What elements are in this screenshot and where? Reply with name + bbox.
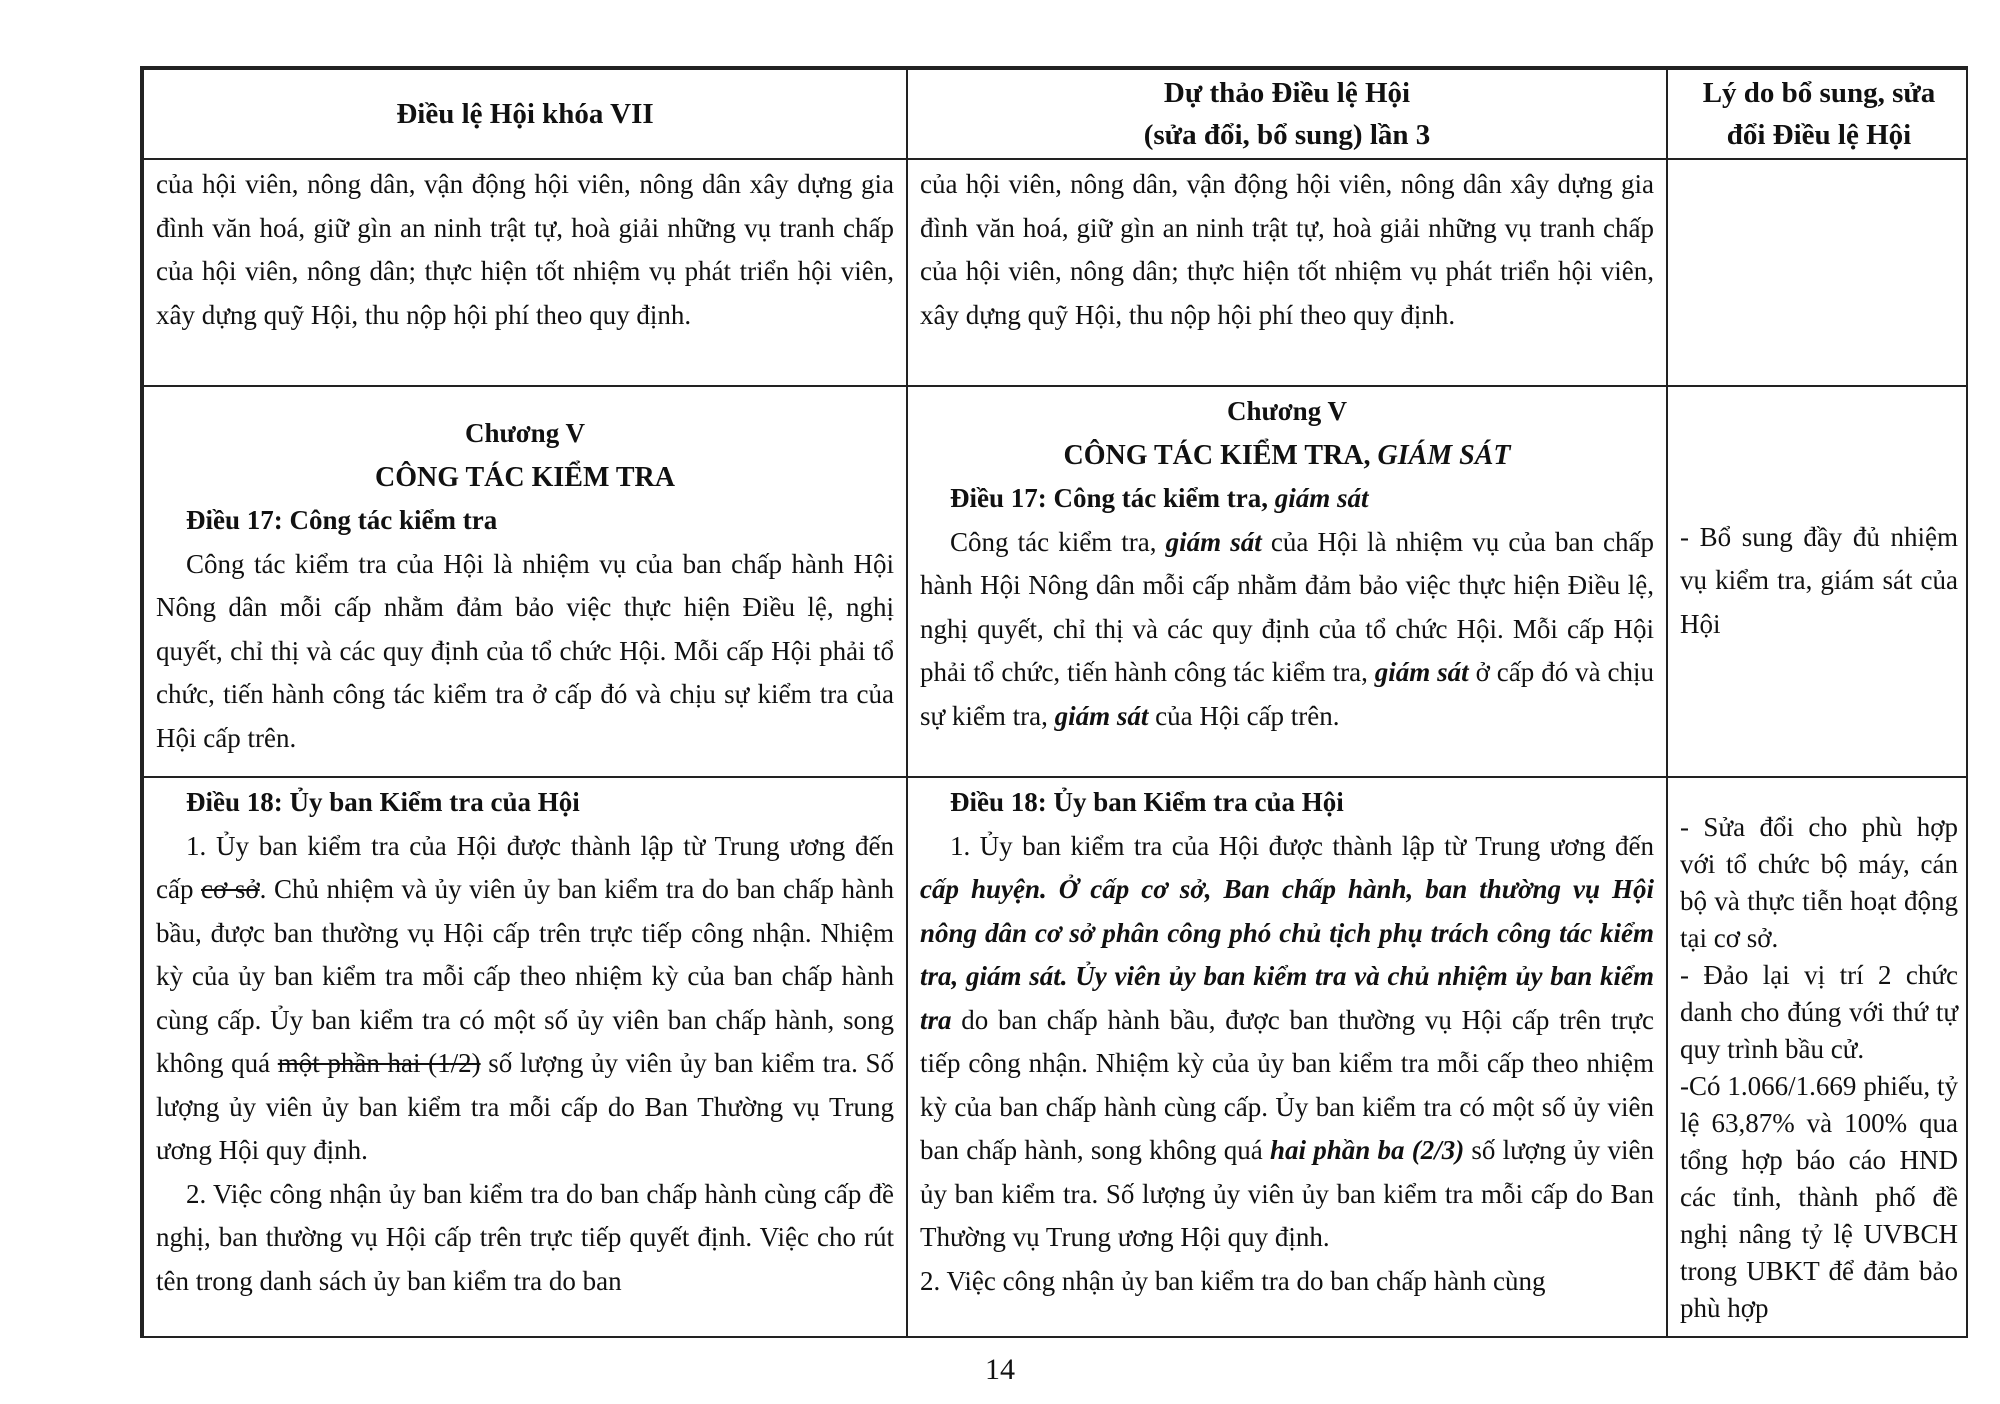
cell-old-text (143, 777, 907, 1338)
reason-text: - Sửa đổi cho phù hợp với tổ chức bộ máy, cán bộ và thực tiễn hoạt động tại cơ sở. (1680, 812, 1958, 953)
cell-reason (1667, 386, 1968, 777)
deleted-text: một phần hai (1/2) (277, 1048, 481, 1078)
table-row (143, 386, 1968, 777)
header-reason: Lý do bổ sung, sửa đổi Điều lệ Hội (1667, 69, 1968, 159)
table-row (143, 777, 1968, 1338)
article-body: Công tác kiểm tra, giám sát của Hội là nhiệm vụ của ban chấp hành Hội Nông dân mỗi cấp nhằm đảm bảo việc thực hiện Điều lệ, nghị quyết, chỉ thị và các quy định của tổ chức Hội. Mỗi cấp Hội phải tổ chức, tiến hành công tác kiểm tra, giám sát ở cấp đó và chịu sự kiểm tra, giám sát của Hội cấp trên. (920, 526, 1654, 731)
amended-text: hai phần ba (2/3) (1270, 1135, 1465, 1165)
article-heading: Điều 17: Công tác kiểm tra, giám sát (950, 483, 1369, 513)
cell-old-text (143, 386, 907, 777)
chapter-title: CÔNG TÁC KIỂM TRA (374, 461, 675, 493)
article-clause-2: 2. Việc công nhận ủy ban kiểm tra do ban chấp hành cùng (920, 1265, 1546, 1296)
reason-text: - Đảo lại vị trí 2 chức danh cho đúng với thứ tự quy trình bầu cử. (1680, 960, 1958, 1064)
chapter-label: Chương V (465, 418, 585, 448)
article-clause-2: 2. Việc công nhận ủy ban kiểm tra do ban chấp hành cùng cấp đề nghị, ban thường vụ Hội cấp trên trực tiếp quyết định. Việc cho rút tên trong danh sách ủy ban kiểm tra do ban (156, 1178, 894, 1296)
article-heading: Điều 17: Công tác kiểm tra (186, 505, 498, 535)
page-number: 14 (985, 1353, 1015, 1386)
cell-new-text: của hội viên, nông dân, vận động hội viên, nông dân xây dựng gia đình văn hoá, giữ gìn an ninh trật tự, hoà giải những vụ tranh chấp của hội viên, nông dân; thực hiện tốt nhiệm vụ phát triển hội viên, xây dựng quỹ Hội, thu nộp hội phí theo quy định. (907, 159, 1667, 386)
comparison-table-frame (140, 66, 1968, 1338)
header-draft-charter: Dự thảo Điều lệ Hội (sửa đổi, bổ sung) lần 3 (907, 69, 1667, 159)
reason-text: - Bổ sung đầy đủ nhiệm vụ kiểm tra, giám sát của Hội (1680, 521, 1958, 639)
article-heading: Điều 18: Ủy ban Kiểm tra của Hội (186, 787, 580, 817)
table-row (143, 159, 1968, 386)
header-current-charter: Điều lệ Hội khóa VII (143, 69, 907, 159)
reason-text: -Có 1.066/1.669 phiếu, tỷ lệ 63,87% và 100% qua tổng hợp báo cáo HND các tỉnh, thành phố đề nghị nâng tỷ lệ UVBCH trong UBKT để đảm bảo phù hợp (1680, 1071, 1958, 1323)
cell-new-text (907, 777, 1667, 1338)
cell-new-text (907, 386, 1667, 777)
cell-reason (1667, 777, 1968, 1338)
cell-old-text: của hội viên, nông dân, vận động hội viên, nông dân xây dựng gia đình văn hoá, giữ gìn an ninh trật tự, hoà giải những vụ tranh chấp của hội viên, nông dân; thực hiện tốt nhiệm vụ phát triển hội viên, xây dựng quỹ Hội, thu nộp hội phí theo quy định. (143, 159, 907, 386)
amended-text: cấp huyện. Ở cấp cơ sở, Ban chấp hành, ban thường vụ Hội nông dân cơ sở phân công phó chủ tịch phụ trách công tác kiểm tra, giám sát. Ủy viên ủy ban kiểm tra và chủ nhiệm ủy ban kiểm tra (920, 874, 1654, 1035)
deleted-text: cơ sở (201, 874, 260, 904)
comparison-table (142, 68, 1968, 1338)
article-clause-1: 1. Ủy ban kiểm tra của Hội được thành lập từ Trung ương đến cấp cơ sở. Chủ nhiệm và ủy viên ủy ban kiểm tra do ban chấp hành bầu, được ban thường vụ Hội cấp trên trực tiếp công nhận. Nhiệm kỳ của ủy ban kiểm tra mỗi cấp theo nhiệm kỳ của ban chấp hành cùng cấp. Ủy ban kiểm tra có một số ủy viên ban chấp hành, song không quá một phần hai (1/2) số lượng ủy viên ủy ban kiểm tra. Số lượng ủy viên ủy ban kiểm tra mỗi cấp do Ban Thường vụ Trung ương Hội quy định. (156, 830, 894, 1165)
chapter-label: Chương V (1227, 396, 1347, 426)
article-heading: Điều 18: Ủy ban Kiểm tra của Hội (950, 787, 1344, 817)
cell-reason (1667, 159, 1968, 386)
article-body: Công tác kiểm tra của Hội là nhiệm vụ của ban chấp hành Hội Nông dân mỗi cấp nhằm đảm bảo việc thực hiện Điều lệ, nghị quyết, chỉ thị và các quy định của tổ chức Hội. Mỗi cấp Hội phải tổ chức, tiến hành công tác kiểm tra ở cấp đó và chịu sự kiểm tra của Hội cấp trên. (156, 548, 894, 753)
chapter-title: CÔNG TÁC KIỂM TRA, GIÁM SÁT (1063, 439, 1511, 471)
table-header-row (143, 69, 1968, 159)
article-clause-1: 1. Ủy ban kiểm tra của Hội được thành lập từ Trung ương đến cấp huyện. Ở cấp cơ sở, Ban chấp hành, ban thường vụ Hội nông dân cơ sở phân công phó chủ tịch phụ trách công tác kiểm tra, giám sát. Ủy viên ủy ban kiểm tra và chủ nhiệm ủy ban kiểm tra do ban chấp hành bầu, được ban thường vụ Hội cấp trên trực tiếp công nhận. Nhiệm kỳ của ủy ban kiểm tra mỗi cấp theo nhiệm kỳ của ban chấp hành cùng cấp. Ủy ban kiểm tra có một số ủy viên ban chấp hành, song không quá hai phần ba (2/3) số lượng ủy viên ủy ban kiểm tra. Số lượng ủy viên ủy ban kiểm tra mỗi cấp do Ban Thường vụ Trung ương Hội quy định. (920, 830, 1654, 1252)
